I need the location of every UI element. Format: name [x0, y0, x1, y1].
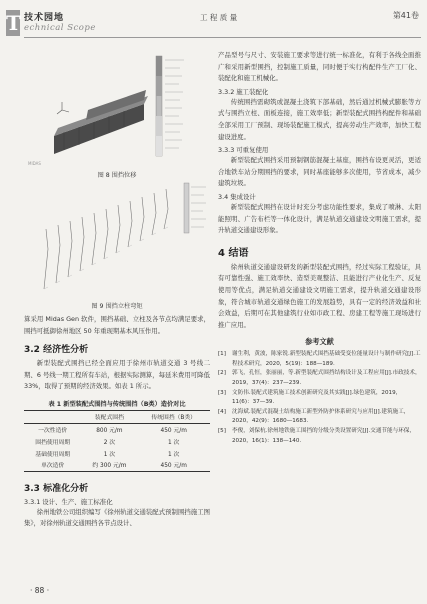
- heading-3-4: 3.4 集成设计: [218, 192, 256, 201]
- figure-8-image: [24, 50, 210, 170]
- table-header-cell: 传统围挡（B类）: [151, 415, 196, 422]
- table-row: [24, 423, 210, 435]
- reference-text: 文防伟.装配式建筑施工技术创新研究及其实践[J].绿色建筑，2019，11(6)：37—39.: [232, 389, 402, 406]
- reference-item: [218, 427, 421, 446]
- table-cell: 1 次: [103, 451, 116, 458]
- table-header-row: [24, 410, 210, 423]
- reference-item: [218, 369, 421, 388]
- heading-3-3: 3.3 标准化分析: [24, 483, 89, 494]
- page-header: [0, 4, 427, 44]
- table-cell: 单次造价: [41, 463, 65, 470]
- table-header-cell: [24, 410, 81, 423]
- section-letter: T: [6, 11, 21, 35]
- volume-label: 第41卷: [392, 11, 419, 20]
- reference-text: 沈海斌.装配式混凝土结构施工新型外防护体系研究与应用[J].建筑施工，2020，42(9)：1680—1683.: [232, 408, 410, 425]
- reference-number: [5]: [218, 428, 226, 435]
- right-column: [218, 50, 421, 446]
- table-cell: 450 元/m: [160, 463, 187, 470]
- table-row: [24, 447, 210, 459]
- paragraph: 新型装配式围挡在设计时充分考虑功能性要求，集成了喷淋、太阳能照明、广告布栏等一体化设计，满足轨道交通建设文明施工需求，提升轨道交通建设形象。: [218, 202, 421, 235]
- table-cell: 2 次: [103, 439, 116, 446]
- left-column: [24, 50, 210, 530]
- figure-9-caption: 图 9 围挡立柱弯矩: [91, 303, 143, 310]
- table-cell: 约 300 元/m: [92, 463, 127, 470]
- journal-name: 工 程 质 量: [200, 13, 238, 22]
- reference-number: [2]: [218, 370, 226, 377]
- paragraph: 新型装配式围挡采用预制钢筋混凝土基座，围挡布设更灵活，更适合地铁车站分期围挡的要求，同时基座能够多次使用，节省成本，减少建筑垃圾。: [218, 156, 421, 188]
- table-1-caption: 表 1 新型装配式围挡与传统围挡（B类）造价对比: [48, 400, 186, 408]
- table-header-cell: 装配式围挡: [94, 415, 124, 422]
- heading-3-3-2: 3.3.2 施工装配化: [218, 87, 269, 96]
- paragraph: 产品型号与尺寸、安装施工要求等进行统一标准化，有利于各线全面推广和采用新型围挡，控制施工质量，同时便于实行构配件生产工厂化、装配化和施工机械化。: [218, 51, 421, 83]
- heading-4: 4 结语: [218, 247, 249, 259]
- table-row: [24, 436, 210, 448]
- page-number: · 88 ·: [30, 586, 50, 595]
- section-title-cn: 技术园地: [24, 13, 65, 23]
- figure-9-image: [24, 179, 210, 301]
- table-cell: 1 次: [168, 439, 180, 446]
- table-cell: 基础使用周期: [35, 451, 71, 458]
- reference-text: 谢生利，黄波，陈家锐.新型装配式围挡基础受变位能量设计与制作研究[J].工程技术研究，2020，5(19)：188—189.: [232, 351, 421, 367]
- reference-number: [4]: [218, 408, 226, 415]
- reference-number: [3]: [218, 389, 226, 396]
- paragraph: 新型装配式围挡已经全面应用于徐州市轨道交通 3 号线二期、6 号线一期工程所有车站，根据实际测算，每延米费用可降低 33%，取得了预期的经济效果。如表 1 所示。: [24, 359, 210, 391]
- table-cell: 围挡使用周期: [35, 439, 71, 446]
- reference-item: [218, 389, 421, 408]
- references-title: 参考文献: [305, 337, 334, 347]
- paragraph: 徐州地铁公司组织编写《徐州轨道交通装配式预制围挡施工图集》，对徐州轨道交通围挡各节点设计、: [24, 507, 210, 528]
- figure-9: [24, 179, 210, 301]
- paragraph: 传统围挡需砌筑或混凝土浇筑下部基础，然后通过机械式膨胀等方式与围挡立柱、面板连接，施工效率低；新型装配式围挡构配件和基础全部采用工厂预制、现场装配施工模式，提高劳动生产效率，加快工程建设进度。: [218, 97, 421, 141]
- figure-8: [24, 50, 210, 170]
- heading-3-3-3: 3.3.3 可重复使用: [218, 146, 269, 155]
- heading-3-2: 3.2 经济性分析: [24, 345, 89, 356]
- table-row: [24, 459, 210, 471]
- table-cell: 一次性造价: [38, 428, 68, 435]
- reference-item: [218, 350, 421, 369]
- table-cell: 800 元/m: [96, 428, 123, 435]
- reference-number: [1]: [218, 351, 226, 358]
- svg-text:MIDAS: MIDAS: [28, 161, 41, 166]
- figure-8-caption: 图 8 围挡位移: [97, 172, 137, 179]
- reference-text: 李俊，刘保杭.徐州地铁施工围挡的分级分类设置研究[J].交通节能与环保，2020，16(1)：138—140.: [232, 428, 415, 444]
- table-cell: 450 元/m: [160, 428, 187, 435]
- section-title-en: echnical Scope: [24, 23, 96, 33]
- heading-3-3-1: 3.3.1 设计、生产、施工标准化: [24, 497, 113, 506]
- paragraph: 徐州轨道交通建设研发的新型装配式围挡，经过实际工程验证，具有可靠性强、施工效率快、造型美观整洁、且能进行产业化生产、反复使用等优点，满足轨道交通建设文明施工需求，提升轨道交通建设形象，符合城市轨道交通绿色施工的发展趋势，具有一定的经济效益和社会效益，后期可在其他建筑行业如市政工程、房建工程等施工现场进行推广应用。: [218, 262, 421, 329]
- table-cell: 1 次: [168, 451, 180, 458]
- reference-text: 郭飞，孔恒，张丽丽，等.新型装配式围挡结构设计及工程应用[J].市政技术，2019，37(4)：237—239.: [232, 370, 421, 387]
- paragraph: 算采用 Midas Gen 软件，围挡基础、立柱及各节点均满足要求，围挡可抵御徐州地区 50 年重现期基本风压作用。: [24, 315, 210, 335]
- cost-comparison-table: [24, 410, 210, 472]
- header-rule: [24, 37, 421, 38]
- reference-item: [218, 408, 421, 427]
